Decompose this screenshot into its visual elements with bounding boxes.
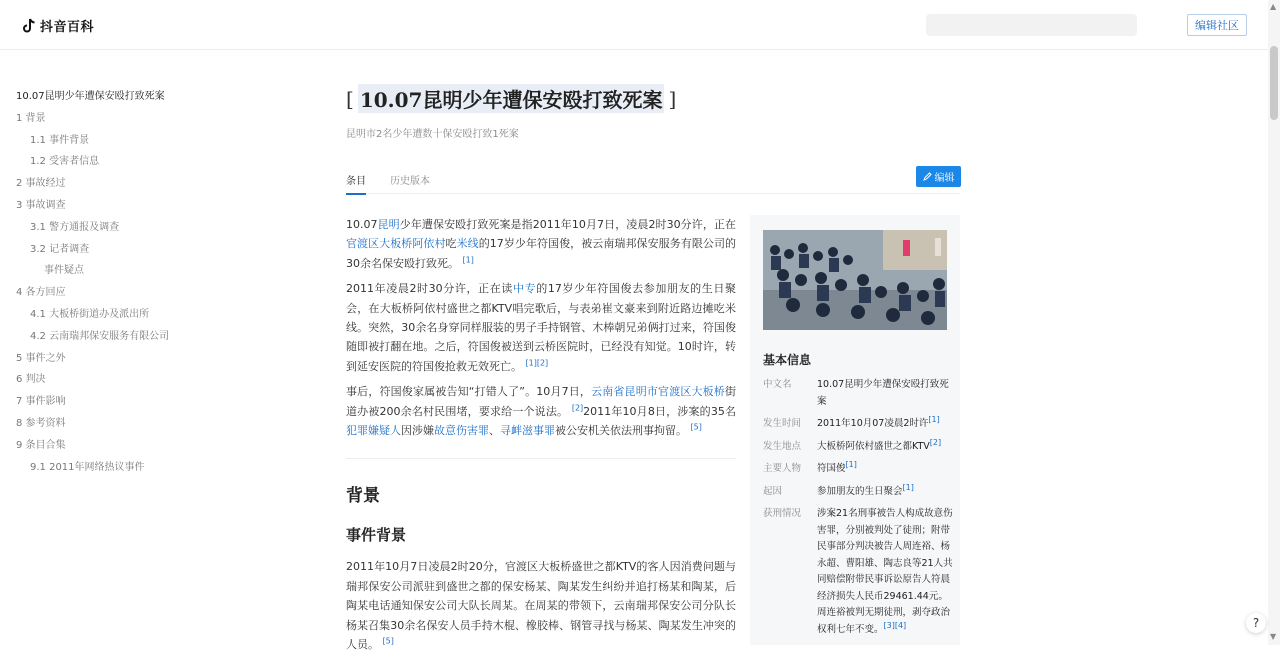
edit-button-label: 编辑 [934,173,955,184]
toc-item[interactable]: 8 参考资料 [16,417,66,429]
infobox-value-text: 2011年10月07凌晨2时许 [817,418,929,429]
toc-item[interactable]: 3.1 警方通报及调查 [30,221,120,233]
toc-item[interactable]: 事件疑点 [44,265,84,277]
citation-ref[interactable]: [1][2] [525,358,549,368]
page-title: 10.07昆明少年遭保安殴打致死案 [358,84,665,113]
text: 事后，符国俊家属被告知“打错人了”。10月7日， [346,385,592,399]
text: 10.07 [346,218,378,231]
toc-item[interactable]: 1 背景 [16,112,46,124]
link-kunming[interactable]: 昆明 [377,218,400,231]
infobox-value-text: 10.07昆明少年遭保安殴打致死案 [817,379,949,407]
infobox-rows [763,377,953,644]
infobox-key: 起因 [763,485,783,497]
link-place[interactable]: 云南省昆明市官渡区大板桥 [591,385,725,399]
table-of-contents [16,86,216,478]
infobox-row [763,416,953,433]
toc-item[interactable]: 4 各方回应 [16,287,66,299]
citation-ref[interactable]: [5] [690,422,702,432]
article-tabs [346,172,960,194]
text: 2011年10月7日凌晨2时20分，官渡区大板桥盛世之都KTV的客人因消费问题与瑞邦保安公司派驻到盛世之都的保安杨某、陶某发生纠纷并追打杨某和陶某，后陶某电话通知保安公司大队长周某。在周某的带领下，云南瑞邦保安公司分队长杨某召集30余名保安人员手持木棍、橡胶棒、钢管寻找与杨某、陶某发生冲突的人员。 [346,560,736,652]
toc-item[interactable]: 7 事件影响 [16,396,66,408]
citation-ref[interactable]: [2] [571,403,584,412]
crowd-photo-icon [763,230,947,330]
toc-item[interactable]: 6 判决 [16,374,46,386]
toc-item[interactable]: 4.2 云南瑞邦保安服务有限公司 [30,330,170,342]
infobox-value [817,439,953,456]
text: 的17岁少年符国俊去参加朋友的生日聚会，在大板桥阿依村盛世之都KTV唱完歌后，与表弟崔文豪来到附近路边摊吃米线。突然，30余名身穿同样服装的男子手持钢管、木棒朝兄弟俩打过来，符国俊随即被打翻在地。之后，符国俊被送到云桥医院时，已经没有知觉。10时许，转到延安医院的符国俊抢救无效死亡。 [346,282,737,373]
infobox-key: 发生地点 [763,440,802,452]
toc-item[interactable]: 2 事故经过 [16,178,66,190]
edit-community-button[interactable]: 编辑社区 [1187,14,1247,36]
article-body [346,215,736,661]
link-location[interactable]: 官渡区大板桥阿依村 [346,237,446,251]
link-crime-2[interactable]: 寻衅滋事罪 [500,424,555,438]
infobox-row [763,439,953,456]
top-bar [0,0,1268,50]
text: 因涉嫌 [401,424,434,438]
search-input[interactable] [926,14,1137,36]
section-divider [346,458,736,459]
scroll-thumb[interactable] [1270,46,1278,120]
infobox-title: 基本信息 [763,353,812,367]
citation-ref[interactable]: [1] [928,414,940,424]
text: 吃 [445,237,457,251]
text: 街道办被200余名村民围堵，要求给一个说法。 [346,385,736,418]
logo-text: 抖音百科 [40,20,95,35]
toc-item[interactable]: 4.1 大板桥街道办及派出所 [30,308,150,320]
infobox-value-text: 涉案21名刑事被告人构成故意伤害罪，分别被判处了徒刑；附带民事部分判决被告人周连裕、杨永超、曹阳雄、陶志良等21人共同赔偿附带民事诉讼原告人符晨经济损失人民币29461.44元。周连裕被判无期徒刑，剥夺政治权利七年不变。 [817,508,953,635]
paragraph-intro [346,215,736,273]
title-bracket-right: ] [668,86,677,111]
infobox-row [763,484,953,501]
logo[interactable] [22,16,94,35]
toc-item[interactable]: 1.1 事件背景 [30,134,90,146]
page-subtitle: 昆明市2名少年遭数十保安殴打致1死案 [346,129,519,140]
text: 的17岁少年符国俊，被云南瑞邦保安服务有限公司的30余名保安殴打致死。 [346,237,737,270]
paragraph-event [346,279,736,376]
infobox-key: 发生时间 [763,418,802,429]
paragraph-background [346,557,736,654]
event-photo[interactable] [763,230,947,330]
toc-item[interactable]: 3 事故调查 [16,199,66,211]
citation-ref[interactable]: [3][4] [883,620,907,630]
title-bracket-left: [ [346,86,354,111]
toc-item[interactable]: 1.2 受害者信息 [30,156,100,168]
scroll-up-icon[interactable]: ▲ [1270,2,1277,11]
link-zhongzhuan[interactable]: 中专 [512,282,537,296]
infobox-key: 主要人物 [763,463,802,474]
pencil-icon [923,172,932,181]
toc-item[interactable]: 5 事件之外 [16,352,66,364]
toc-item[interactable]: 9 条目合集 [16,439,66,451]
text: 被公安机关依法刑事拘留。 [555,424,687,438]
infobox-value [817,484,953,501]
infobox-value-text: 符国俊 [817,463,846,474]
scrollbar[interactable] [1268,0,1280,645]
infobox-key: 获刑情况 [763,508,802,519]
infobox [750,215,960,645]
tab-history[interactable]: 历史版本 [390,176,430,187]
link-mixian[interactable]: 米线 [456,237,479,251]
infobox-row [763,461,953,478]
section-heading-background: 背景 [346,486,380,507]
toc-item[interactable]: 3.2 记者调查 [30,243,90,255]
text: 2011年凌晨2时30分许，正在读 [346,282,513,296]
infobox-value [817,461,953,478]
link-crime-1[interactable]: 故意伤害罪 [434,424,489,438]
citation-ref[interactable]: [5] [382,636,394,646]
text: 2011年10月8日，涉案的35名 [583,404,736,418]
help-button[interactable]: ? [1246,613,1266,633]
tab-entry[interactable]: 条目 [346,172,366,195]
subsection-heading-event-background: 事件背景 [346,526,407,545]
text: 少年遭保安殴打致死案是指2011年10月7日，凌晨2时30分许，正在 [399,218,737,231]
toc-item[interactable]: 10.07昆明少年遭保安殴打致死案 [16,91,165,102]
page-title-row [346,84,676,113]
infobox-value-text: 参加朋友的生日聚会 [817,485,903,497]
infobox-value-text: 大板桥阿依村盛世之都KTV [817,440,930,452]
citation-ref[interactable]: [2] [929,437,942,447]
edit-button[interactable] [916,166,961,187]
douyin-logo-icon [22,18,36,34]
link-suspect[interactable]: 犯罪嫌疑人 [346,424,401,438]
infobox-value [817,506,953,638]
paragraph-aftermath [346,382,736,440]
infobox-value [817,377,953,410]
scroll-down-icon[interactable]: ▼ [1270,632,1277,641]
citation-ref[interactable]: [1] [902,482,914,492]
infobox-key: 中文名 [763,379,792,390]
infobox-value [817,416,953,433]
infobox-row [763,506,953,638]
citation-ref[interactable]: [1] [462,255,474,265]
text: 、 [489,424,500,438]
infobox-row [763,377,953,410]
citation-ref[interactable]: [1] [845,459,857,469]
toc-item[interactable]: 9.1 2011年网络热议事件 [30,461,145,473]
